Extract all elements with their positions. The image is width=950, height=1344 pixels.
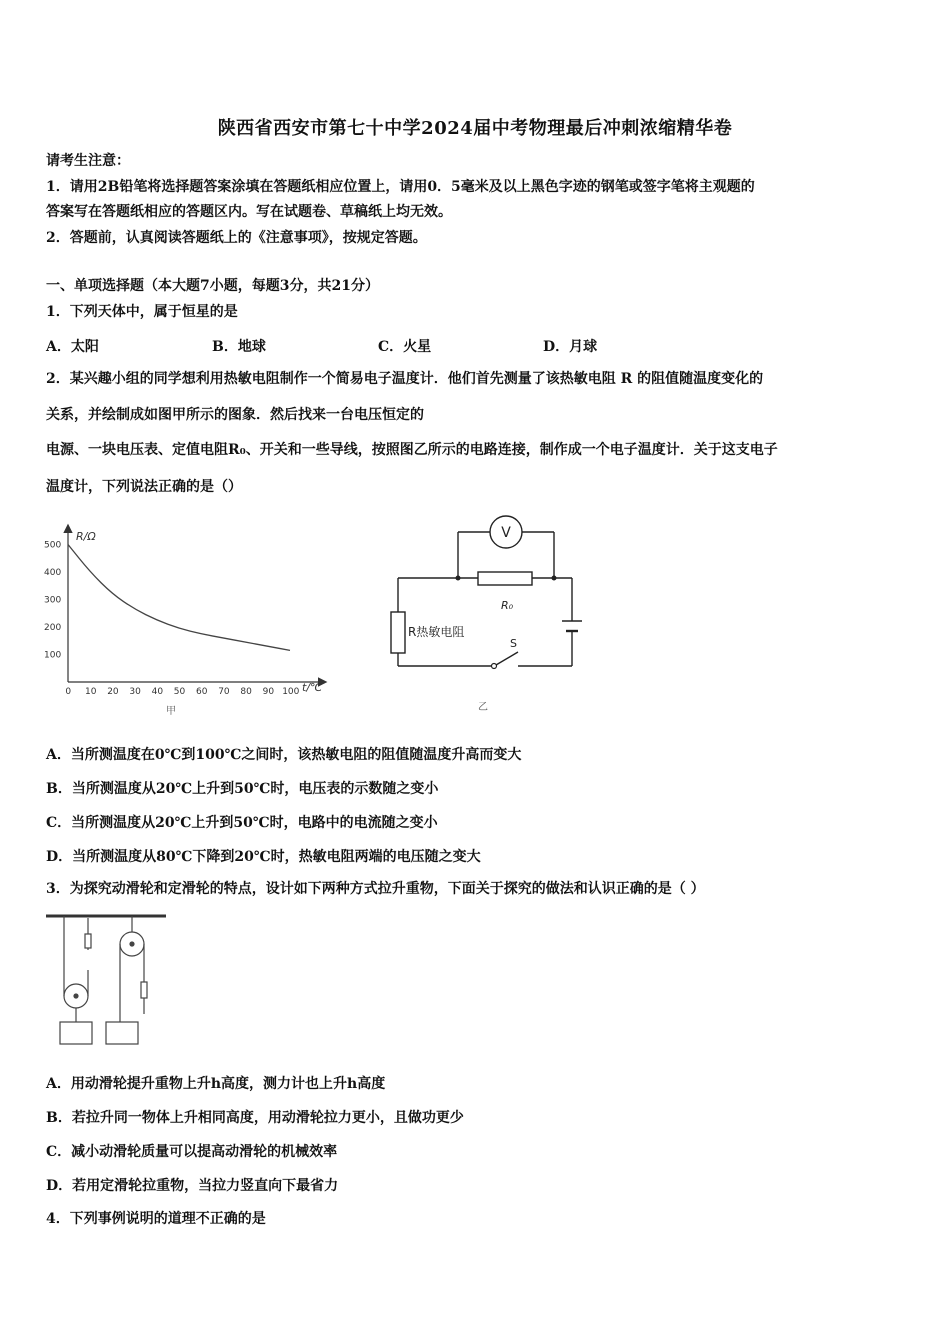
weight-block xyxy=(106,1022,138,1044)
x-tick-label: 20 xyxy=(107,687,119,697)
q3-option-a: A．用动滑轮提升重物上升h高度，测力计也上升h高度 xyxy=(46,1076,386,1092)
y-tick-label: 400 xyxy=(44,568,62,578)
switch-label: S xyxy=(510,637,517,650)
q1-option-d: D．月球 xyxy=(543,339,598,355)
q3-option-d: D．若用定滑轮拉重物，当拉力竖直向下最省力 xyxy=(46,1178,339,1194)
q1-option-b: B．地球 xyxy=(212,339,266,355)
y-tick-label: 500 xyxy=(44,540,62,551)
x-tick-label: 10 xyxy=(85,687,97,697)
q3-option-b: B．若拉升同一物体上升相同高度，用动滑轮拉力更小，且做功更少 xyxy=(46,1110,464,1126)
q1-option-c: C．火星 xyxy=(378,339,432,355)
spring-scale xyxy=(85,934,91,948)
x-tick-label: 40 xyxy=(151,687,164,697)
q1-stem: 1．下列天体中，属于恒星的是 xyxy=(46,304,238,320)
switch-contact xyxy=(492,664,497,669)
q2-option-c: C．当所测温度从20℃上升到50℃时，电路中的电流随之变小 xyxy=(46,815,438,831)
y-axis-label: R/Ω xyxy=(76,530,96,543)
x-tick-label: 100 xyxy=(282,687,300,697)
x-tick-label: 80 xyxy=(240,687,252,697)
x-tick-label: 30 xyxy=(129,687,141,697)
notice-line-2: 2．答题前，认真阅读答题纸上的《注意事项》，按规定答题。 xyxy=(46,230,427,246)
thermistor-symbol xyxy=(391,612,405,653)
x-axis-label: t/℃ xyxy=(302,681,323,694)
x-tick-label: 50 xyxy=(173,687,186,697)
y-tick-label: 100 xyxy=(44,650,62,661)
resistance-curve xyxy=(68,545,290,651)
spring-scale xyxy=(141,982,147,998)
q3-stem: 3．为探究动滑轮和定滑轮的特点，设计如下两种方式拉升重物，下面关于探究的做法和认识正确的是（ ） xyxy=(46,881,705,897)
r0-label: R₀ xyxy=(500,599,514,612)
y-tick-label: 300 xyxy=(44,595,62,606)
q2-stem-line3: 电源、一块电压表、定值电阻R₀、开关和一些导线，按照图乙所示的电路连接，制作成一个电子温度计．关于这支电子 xyxy=(46,442,778,458)
rt-graph xyxy=(40,518,340,718)
x-tick-label: 60 xyxy=(196,687,208,697)
notice-heading: 请考生注意： xyxy=(46,153,130,169)
page-title: 陕西省西安市第七十中学2024届中考物理最后冲刺浓缩精华卷 xyxy=(217,118,733,139)
q2-option-a: A．当所测温度在0℃到100℃之间时，该热敏电阻的阻值随温度升高而变大 xyxy=(46,747,522,763)
q4-stem: 4．下列事例说明的道理不正确的是 xyxy=(46,1211,266,1227)
pulley-diagram xyxy=(44,910,174,1050)
x-tick-label: 0 xyxy=(65,687,72,697)
r0-resistor-symbol xyxy=(478,572,532,585)
q3-option-c: C．减小动滑轮质量可以提高动滑轮的机械效率 xyxy=(46,1144,338,1160)
q2-option-b: B．当所测温度从20℃上升到50℃时，电压表的示数随之变小 xyxy=(46,781,439,797)
switch-lever xyxy=(496,652,518,665)
circuit-diagram xyxy=(380,508,590,716)
section-heading: 一、单项选择题（本大题7小题，每题3分，共21分） xyxy=(46,278,379,294)
q2-option-d: D．当所测温度从80℃下降到20℃时，热敏电阻两端的电压随之变大 xyxy=(46,849,481,865)
junction-dot xyxy=(456,576,461,581)
x-tick-label: 70 xyxy=(218,687,230,697)
q2-stem-line4: 温度计，下列说法正确的是（） xyxy=(46,479,242,495)
figure-caption-yi: 乙 xyxy=(478,702,488,713)
y-tick-label: 200 xyxy=(44,623,62,633)
notice-line-1a: 1．请用2B铅笔将选择题答案涂填在答题纸相应位置上，请用0．5毫米及以上黑色字迹的钢笔或签字笔将主观题的 xyxy=(46,179,755,195)
x-tick-label: 90 xyxy=(262,687,275,697)
q2-stem-line1: 2．某兴趣小组的同学想利用热敏电阻制作一个简易电子温度计．他们首先测量了该热敏电阻 R 的阻值随温度变化的 xyxy=(46,371,764,387)
junction-dot xyxy=(552,576,557,581)
q1-option-a: A．太阳 xyxy=(46,339,99,355)
figure-caption-jia: 甲 xyxy=(166,706,176,717)
thermistor-label: R热敏电阻 xyxy=(408,625,465,639)
notice-line-1b: 答案写在答题纸相应的答题区内。写在试题卷、草稿纸上均无效。 xyxy=(46,204,452,220)
q2-stem-line2: 关系，并绘制成如图甲所示的图象．然后找来一台电压恒定的 xyxy=(46,407,424,423)
voltmeter-label: V xyxy=(501,525,511,541)
weight-block xyxy=(60,1022,92,1044)
